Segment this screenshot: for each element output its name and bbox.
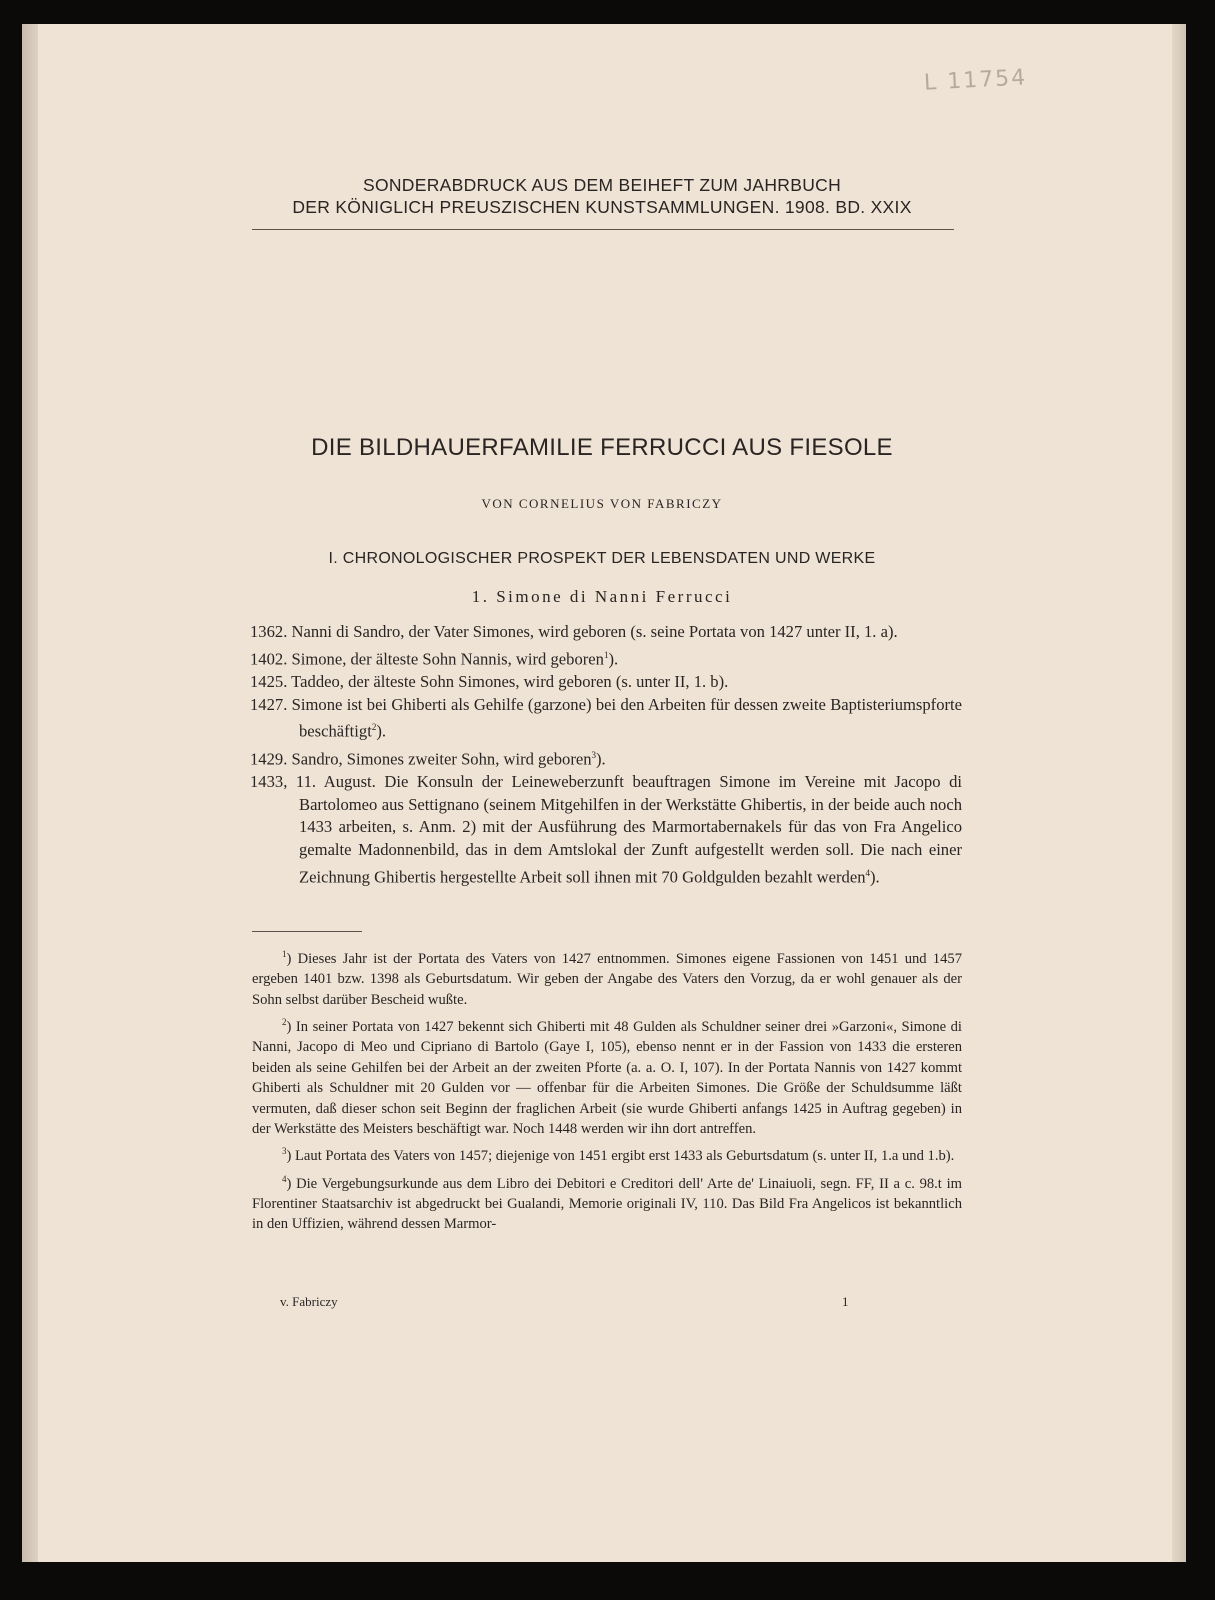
header-line-2: DER KÖNIGLICH PREUSZISCHEN KUNSTSAMMLUNGEN. 1908. BD. XXIX (292, 197, 912, 217)
footnote: $^1$) Dieses Jahr ist der Portata des Vaters von 1427 entnommen. Simones eigene Fassionen von 1451 und 1457 ergeben 1401 bzw. 1398 als Geburtsdatum. Wir geben der Angabe des Vaters den Vorzug, da er wohl genauer als der Sohn selbst darüber Bescheid wußte. (252, 949, 962, 1008)
footnote-mark: 3 (282, 1146, 287, 1157)
footnote-ref: 3 (591, 749, 597, 760)
chronology-list (250, 621, 962, 889)
shelfmark: L 11754 (923, 65, 1028, 96)
scanned-page (22, 24, 1186, 1562)
footnote-ref: 2 (371, 722, 377, 733)
footnote-ref: 1 (603, 649, 609, 660)
chronology-entry: 1362. Nanni di Sandro, der Vater Simones, wird geboren (s. seine Portata von 1427 unter II, 1. a). (250, 622, 898, 641)
sheet-number: 1 (842, 1294, 849, 1309)
footnote: $^2$) In seiner Portata von 1427 bekennt sich Ghiberti mit 48 Gulden als Schuldner seiner drei »Garzoni«, Simone di Nanni, Jacopo di Meo und Cipriano di Bartolo (Gaye I, 105), ebenso nennt er in der Fassion von 1433 die ersteren beiden als seine Gehilfen bei der Arbeit an der zweiten Pforte (a. a. O. I, 107). In der Portata Nannis von 1427 kommt Ghiberti als Schuldner mit 20 Gulden vor — offenbar für die Arbeiten Simones. Die Größe der Schuldsumme läßt vermuten, daß dieser schon seit Beginn der fraglichen Arbeit (sie wurde Ghiberti anfangs 1425 in Auftrag gegeben) in der Werkstätte des Meisters beschäftigt war. Noch 1448 werden wir ihn dort antreffen. (252, 1017, 962, 1137)
header-rule (252, 229, 954, 230)
footnote: $^4$) Die Vergebungsurkunde aus dem Libro dei Debitori e Creditori dell' Arte de' Linaiuoli, segn. FF, II a c. 98.t im Florentiner Staatsarchiv ist abgedruckt bei Gualandi, Memorie originali IV, 110. Das Bild Fra Angelicos ist bekanntlich in den Uffizien, während dessen Marmor- (252, 1173, 962, 1233)
chronology-entry: 1425. Taddeo, der älteste Sohn Simones, wird geboren (s. unter II, 1. b). (250, 671, 729, 691)
page-edge (1172, 24, 1186, 1562)
section-heading: I. CHRONOLOGISCHER PROSPEKT DER LEBENSDATEN UND WERKE (328, 550, 876, 567)
header-line-1: SONDERABDRUCK AUS DEM BEIHEFT ZUM JAHRBUCH (362, 175, 842, 195)
chronology-entry: 1433, 11. August. Die Konsuln der Leineweberzunft beauftragen Simone im Vereine mit Jacopo di Bartolomeo aus Settignano (seinem Mitgehilfen in der Werkstätte Ghibertis, in der beide auch noch 1433 arbeiten, s. Anm. 2) mit der Ausführung des Marmortabernakels für das von Fra Angelico gemalte Madonnenbild, das in dem Amtslokal der Zunft aufgestellt werden soll. Die nach einer Zeichnung Ghibertis hergestellte Arbeit soll ihnen mit 70 Goldgulden bezahlt werden$^4$). (250, 771, 962, 887)
footnote-mark: 2 (282, 1017, 287, 1028)
chronology-entry: 1402. Simone, der älteste Sohn Nannis, wird geboren$^1$). (250, 649, 619, 669)
footnote-mark: 4 (282, 1173, 287, 1184)
printer-signature: v. Fabriczy (280, 1294, 338, 1309)
article-author: VON CORNELIUS VON FABRICZY (481, 496, 723, 511)
footnote-rule (252, 931, 362, 932)
binding-edge (22, 24, 38, 1562)
subsection-heading: 1. Simone di Nanni Ferrucci (471, 587, 733, 606)
chronology-entry: 1427. Simone ist bei Ghiberti als Gehilfe (garzone) bei den Arbeiten für dessen zweite Baptisteriumspforte beschäftigt$^2$). (250, 694, 962, 741)
footnotes (252, 944, 962, 1237)
footnote-ref: 4 (865, 867, 871, 878)
footnote: $^3$) Laut Portata des Vaters von 1457; diejenige von 1451 ergibt erst 1433 als Geburtsdatum (s. unter II, 1.a und 1.b). (282, 1146, 955, 1165)
footnote-mark: 1 (282, 949, 287, 959)
offprint-header (252, 174, 952, 218)
chronology-entry: 1429. Sandro, Simones zweiter Sohn, wird geboren$^3$). (250, 749, 606, 769)
article-title: DIE BILDHAUERFAMILIE FERRUCCI AUS FIESOLE (311, 434, 893, 461)
